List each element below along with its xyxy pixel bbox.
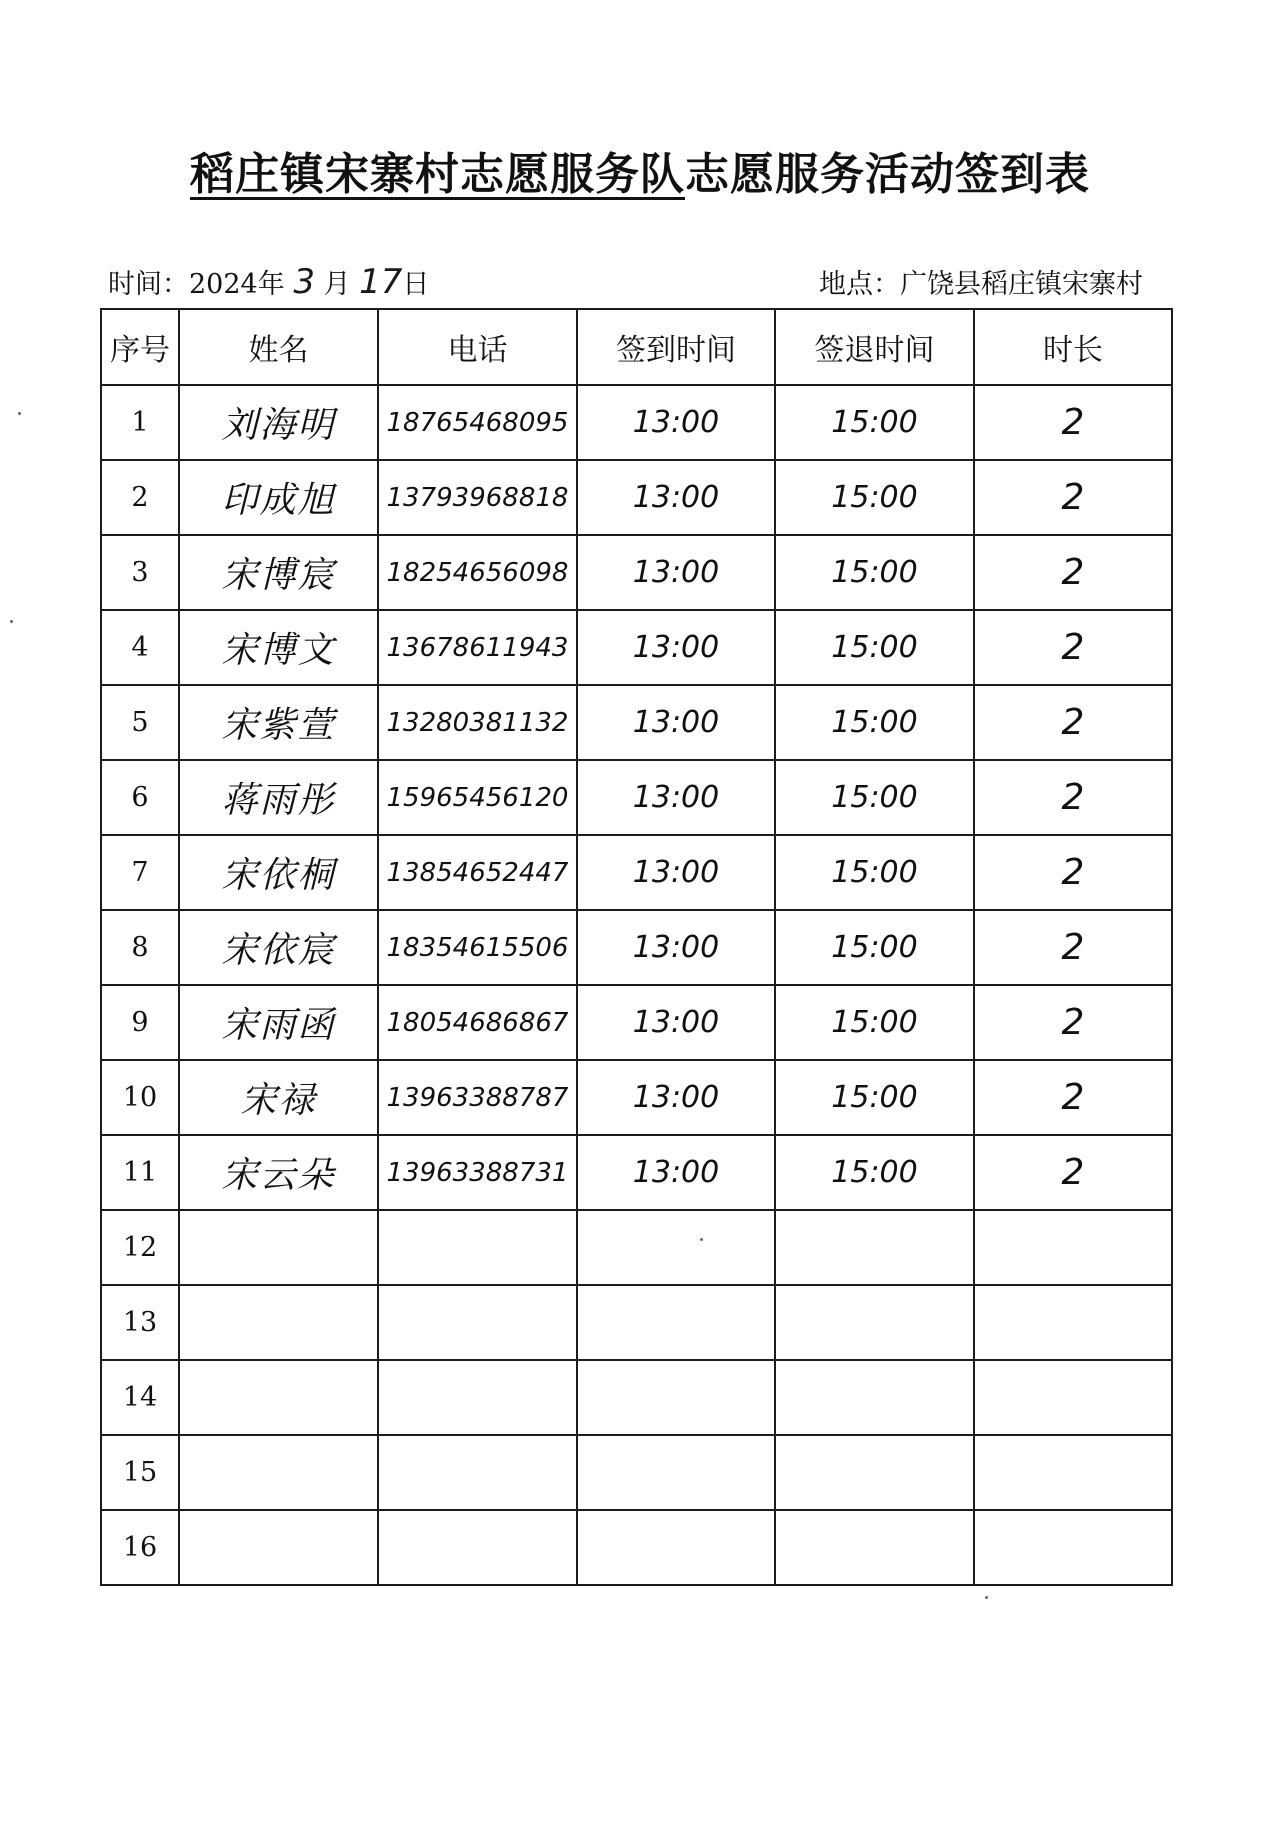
date-day: 17 <box>359 262 403 302</box>
cell-sign-in-time: 13:00 <box>577 760 775 835</box>
cell-seq: 9 <box>101 985 179 1060</box>
cell-sign-out-time: 15:00 <box>775 685 974 760</box>
cell-phone: 13678611943 <box>378 610 577 685</box>
cell-phone: 18054686867 <box>378 985 577 1060</box>
cell-duration: 2 <box>974 685 1172 760</box>
cell-phone: 18354615506 <box>378 910 577 985</box>
cell-seq: 12 <box>101 1210 179 1285</box>
cell-phone: 18254656098 <box>378 535 577 610</box>
cell-sign-out-time <box>775 1510 974 1585</box>
cell-phone: 18765468095 <box>378 385 577 460</box>
location-line <box>819 262 1143 301</box>
cell-sign-in-time: 13:00 <box>577 460 775 535</box>
cell-phone: 13963388731 <box>378 1135 577 1210</box>
cell-sign-out-time <box>775 1435 974 1510</box>
cell-seq: 13 <box>101 1285 179 1360</box>
cell-duration: 2 <box>974 985 1172 1060</box>
table-row <box>101 1060 1172 1135</box>
scan-speck <box>985 1596 988 1599</box>
cell-sign-out-time: 15:00 <box>775 1060 974 1135</box>
cell-sign-out-time: 15:00 <box>775 460 974 535</box>
cell-sign-in-time <box>577 1510 775 1585</box>
location-value: 广饶县稻庄镇宋寨村 <box>900 269 1143 300</box>
cell-duration <box>974 1435 1172 1510</box>
cell-name: 刘海明 <box>179 385 378 460</box>
cell-name: 宋博宸 <box>179 535 378 610</box>
table-row <box>101 1135 1172 1210</box>
table-row <box>101 760 1172 835</box>
cell-name: 宋依桐 <box>179 835 378 910</box>
location-label: 地点： <box>819 269 900 300</box>
cell-seq: 11 <box>101 1135 179 1210</box>
scan-speck <box>10 620 13 623</box>
date-line <box>108 262 429 302</box>
cell-name <box>179 1360 378 1435</box>
table-row <box>101 685 1172 760</box>
cell-phone: 13963388787 <box>378 1060 577 1135</box>
cell-phone <box>378 1510 577 1585</box>
table-row <box>101 460 1172 535</box>
cell-name: 宋雨函 <box>179 985 378 1060</box>
cell-seq: 5 <box>101 685 179 760</box>
cell-sign-in-time <box>577 1360 775 1435</box>
cell-duration: 2 <box>974 460 1172 535</box>
cell-name: 宋禄 <box>179 1060 378 1135</box>
cell-seq: 14 <box>101 1360 179 1435</box>
date-month: 3 <box>293 262 315 302</box>
cell-name: 印成旭 <box>179 460 378 535</box>
cell-name: 宋云朵 <box>179 1135 378 1210</box>
date-label: 时间：2024年 <box>108 269 285 300</box>
cell-name: 宋紫萱 <box>179 685 378 760</box>
cell-sign-out-time: 15:00 <box>775 910 974 985</box>
cell-phone <box>378 1360 577 1435</box>
title-underlined-part: 稻庄镇宋寨村志愿服务队 <box>190 149 685 200</box>
cell-seq: 15 <box>101 1435 179 1510</box>
cell-duration: 2 <box>974 610 1172 685</box>
month-label: 月 <box>323 269 351 300</box>
cell-name <box>179 1510 378 1585</box>
cell-sign-in-time: 13:00 <box>577 910 775 985</box>
cell-duration: 2 <box>974 910 1172 985</box>
cell-sign-out-time <box>775 1360 974 1435</box>
title-rest-part: 志愿服务活动签到表 <box>685 149 1090 200</box>
table-row <box>101 535 1172 610</box>
cell-sign-out-time: 15:00 <box>775 760 974 835</box>
cell-phone: 13793968818 <box>378 460 577 535</box>
cell-sign-in-time: 13:00 <box>577 985 775 1060</box>
cell-sign-out-time: 15:00 <box>775 385 974 460</box>
cell-duration <box>974 1510 1172 1585</box>
table-row <box>101 1285 1172 1360</box>
cell-sign-in-time: 13:00 <box>577 1060 775 1135</box>
cell-seq: 16 <box>101 1510 179 1585</box>
header-sign-out-time: 签退时间 <box>775 309 974 385</box>
cell-sign-in-time: 13:00 <box>577 1135 775 1210</box>
cell-seq: 8 <box>101 910 179 985</box>
cell-seq: 2 <box>101 460 179 535</box>
table-row <box>101 1210 1172 1285</box>
cell-sign-out-time: 15:00 <box>775 535 974 610</box>
cell-phone: 15965456120 <box>378 760 577 835</box>
scan-speck <box>18 412 21 415</box>
cell-phone: 13854652447 <box>378 835 577 910</box>
header-name: 姓名 <box>179 309 378 385</box>
cell-phone: 13280381132 <box>378 685 577 760</box>
cell-seq: 1 <box>101 385 179 460</box>
header-sign-in-time: 签到时间 <box>577 309 775 385</box>
cell-sign-out-time: 15:00 <box>775 610 974 685</box>
scan-speck <box>700 1238 703 1241</box>
cell-duration: 2 <box>974 1060 1172 1135</box>
cell-sign-in-time <box>577 1210 775 1285</box>
sign-in-table <box>100 308 1173 1586</box>
cell-duration <box>974 1210 1172 1285</box>
table-row <box>101 985 1172 1060</box>
table-header-row <box>101 309 1172 385</box>
cell-seq: 4 <box>101 610 179 685</box>
header-duration: 时长 <box>974 309 1172 385</box>
cell-seq: 7 <box>101 835 179 910</box>
table-row <box>101 1360 1172 1435</box>
cell-phone <box>378 1435 577 1510</box>
cell-sign-in-time: 13:00 <box>577 385 775 460</box>
cell-sign-in-time: 13:00 <box>577 610 775 685</box>
cell-phone <box>378 1285 577 1360</box>
cell-sign-out-time: 15:00 <box>775 835 974 910</box>
table-row <box>101 910 1172 985</box>
cell-sign-out-time: 15:00 <box>775 1135 974 1210</box>
cell-duration: 2 <box>974 760 1172 835</box>
cell-duration <box>974 1360 1172 1435</box>
table-row <box>101 610 1172 685</box>
cell-name <box>179 1210 378 1285</box>
cell-phone <box>378 1210 577 1285</box>
cell-duration: 2 <box>974 385 1172 460</box>
cell-duration: 2 <box>974 835 1172 910</box>
cell-sign-out-time <box>775 1285 974 1360</box>
header-seq: 序号 <box>101 309 179 385</box>
cell-name: 宋依宸 <box>179 910 378 985</box>
cell-duration: 2 <box>974 1135 1172 1210</box>
header-phone: 电话 <box>378 309 577 385</box>
cell-sign-in-time: 13:00 <box>577 685 775 760</box>
cell-sign-out-time: 15:00 <box>775 985 974 1060</box>
table-row <box>101 835 1172 910</box>
cell-name <box>179 1285 378 1360</box>
table-row <box>101 1510 1172 1585</box>
cell-seq: 10 <box>101 1060 179 1135</box>
document-title <box>0 138 1280 202</box>
cell-sign-out-time <box>775 1210 974 1285</box>
cell-sign-in-time: 13:00 <box>577 835 775 910</box>
cell-name <box>179 1435 378 1510</box>
cell-sign-in-time: 13:00 <box>577 535 775 610</box>
cell-name: 蒋雨彤 <box>179 760 378 835</box>
cell-name: 宋博文 <box>179 610 378 685</box>
cell-duration: 2 <box>974 535 1172 610</box>
cell-seq: 6 <box>101 760 179 835</box>
cell-sign-in-time <box>577 1285 775 1360</box>
table-row <box>101 385 1172 460</box>
day-label: 日 <box>402 269 430 300</box>
cell-sign-in-time <box>577 1435 775 1510</box>
table-row <box>101 1435 1172 1510</box>
cell-seq: 3 <box>101 535 179 610</box>
cell-duration <box>974 1285 1172 1360</box>
